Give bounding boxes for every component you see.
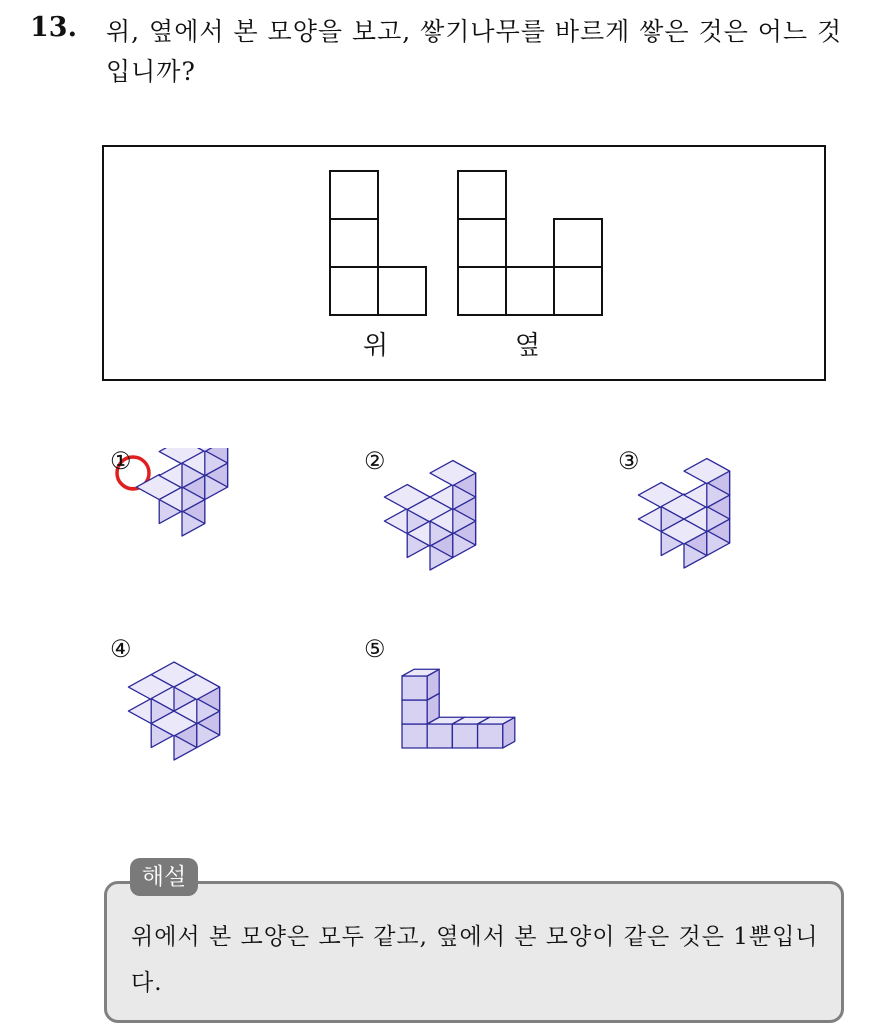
- views-panel: [102, 145, 826, 381]
- question-number: 13.: [30, 12, 77, 43]
- cube: [478, 717, 515, 748]
- choice-2[interactable]: [364, 448, 504, 618]
- cube-stack-2: [364, 448, 504, 618]
- cube-stack-4: [110, 636, 250, 806]
- question-text: 위, 옆에서 본 모양을 보고, 쌓기나무를 바르게 쌓은 것은 어느 것입니까?: [106, 17, 843, 86]
- choice-3[interactable]: [618, 448, 758, 618]
- choice-number: ⑤: [364, 635, 386, 663]
- cube-stack-3: [618, 448, 758, 618]
- views-diagram: [104, 147, 828, 383]
- cube-stack-1: [110, 448, 250, 618]
- solution-text: 위에서 본 모양은 모두 같고, 옆에서 본 모양이 같은 것은 1뿐입니다.: [131, 924, 819, 996]
- choice-number: ①: [110, 447, 132, 475]
- choice-4[interactable]: [110, 636, 250, 806]
- top-view-label: 위: [363, 331, 389, 361]
- top-view: [330, 171, 426, 315]
- choice-number: ④: [110, 635, 132, 663]
- solution-tag: 해설: [130, 858, 198, 896]
- choice-5[interactable]: [364, 636, 504, 806]
- choice-number: ③: [618, 447, 640, 475]
- choice-number: ②: [364, 447, 386, 475]
- choice-1[interactable]: [110, 448, 250, 618]
- side-view-label: 옆: [515, 331, 541, 361]
- side-view: [458, 171, 602, 315]
- cube: [402, 669, 439, 700]
- solution-box: [104, 881, 844, 1023]
- cube-stack-5: [364, 636, 554, 806]
